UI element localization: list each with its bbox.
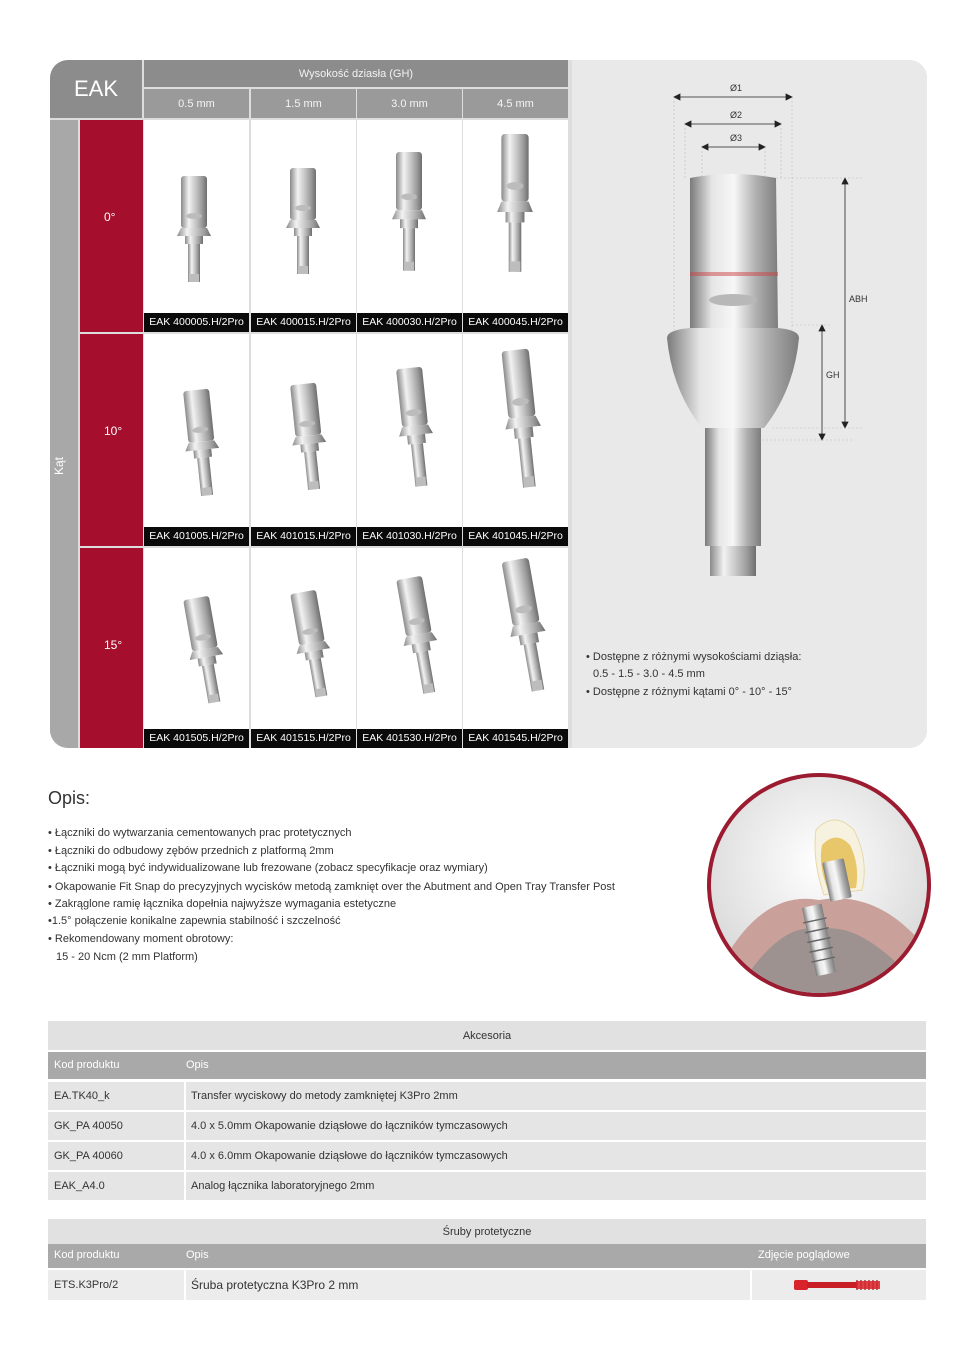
product-cell[interactable]	[251, 120, 356, 332]
product-cell[interactable]	[144, 548, 249, 748]
column-header-0: 0.5 mm	[144, 89, 249, 118]
product-code-cell: ETS.K3Pro/2	[54, 1279, 119, 1291]
description-bullet: 15 - 20 Ncm (2 mm Platform)	[56, 951, 198, 963]
availability-line-1: • Dostępne z różnymi wysokościami dziąsła:	[586, 651, 802, 663]
product-code: EAK 401505.H/2Pro	[144, 729, 249, 748]
accessories-header-row	[48, 1052, 926, 1079]
product-code: EAK 401030.H/2Pro	[357, 527, 462, 546]
abutment-image	[463, 120, 568, 313]
angle-label-2: 15°	[104, 638, 123, 652]
product-cell[interactable]	[144, 120, 249, 332]
column-header-photo: Zdjęcie poglądowe	[758, 1249, 850, 1261]
description-bullet: •1.5° połączenie konikalne zapewnia stabilność i szczelność	[48, 915, 341, 927]
abutment-image	[144, 334, 249, 527]
abutment-image	[463, 548, 568, 729]
description-title: Opis:	[48, 788, 91, 808]
product-matrix-panel	[50, 60, 927, 748]
angle-cell-1	[80, 334, 143, 546]
abutment-image	[357, 120, 462, 313]
description-bullet: • Łączniki do odbudowy zębów przednich z platformą 2mm	[48, 845, 334, 857]
description-bullet: • Łączniki mogą być indywidualizowane lub frezowane (zobacz specyfikacje oraz wymiary)	[48, 862, 488, 874]
product-cell[interactable]	[357, 334, 462, 546]
product-code: EAK 400005.H/2Pro	[144, 313, 249, 332]
column-header-description: Opis	[186, 1059, 209, 1071]
product-code-cell: EA.TK40_k	[54, 1090, 110, 1102]
product-code: EAK 401530.H/2Pro	[357, 729, 462, 748]
gingival-height-header: Wysokość dziasła (GH)	[144, 60, 568, 87]
angle-cell-2	[80, 548, 143, 748]
diameter-1-label: Ø1	[730, 83, 743, 93]
product-code: EAK 401545.H/2Pro	[463, 729, 568, 748]
product-code-cell: GK_PA 40060	[54, 1150, 123, 1162]
product-cell[interactable]	[357, 120, 462, 332]
product-cell[interactable]	[251, 334, 356, 546]
accessories-table	[48, 1021, 926, 1202]
description-cell: Śruba protetyczna K3Pro 2 mm	[191, 1278, 359, 1292]
description-bullet: • Łączniki do wytwarzania cementowanych prac protetycznych	[48, 827, 352, 839]
product-cell[interactable]	[463, 548, 568, 748]
abutment-image	[251, 548, 356, 729]
abutment-image	[251, 120, 356, 313]
table-row[interactable]	[48, 1082, 926, 1110]
product-code-cell: GK_PA 40050	[54, 1120, 123, 1132]
product-cell[interactable]	[463, 334, 568, 546]
product-cell[interactable]	[251, 548, 356, 748]
diameter-2-label: Ø2	[730, 110, 743, 120]
angle-axis-strip	[50, 120, 78, 748]
column-header-code: Kod produktu	[54, 1249, 120, 1261]
dimension-drawing	[572, 60, 927, 580]
column-header-3: 4.5 mm	[463, 89, 568, 118]
screws-header-row	[48, 1244, 926, 1268]
column-header-1: 1.5 mm	[251, 89, 356, 118]
product-code: EAK 401005.H/2Pro	[144, 527, 249, 546]
abutment-image	[463, 334, 568, 527]
description-bullet: • Okapowanie Fit Snap do precyzyjnych wycisków metodą zamknięt over the Abutment and Open Tray Transfer Post	[48, 881, 615, 893]
abutment-image	[357, 334, 462, 527]
product-cell[interactable]	[357, 548, 462, 748]
product-code: EAK 401045.H/2Pro	[463, 527, 568, 546]
table-row[interactable]	[48, 1112, 926, 1140]
table-row[interactable]	[48, 1172, 926, 1200]
diameter-3-label: Ø3	[730, 133, 743, 143]
product-code: EAK 401515.H/2Pro	[251, 729, 356, 748]
product-code-cell: EAK_A4.0	[54, 1180, 105, 1192]
description-bullet: • Rekomendowany moment obrotowy:	[48, 933, 234, 945]
abh-label: ABH	[849, 294, 868, 304]
angle-label-0: 0°	[104, 210, 116, 224]
screw-image	[794, 1277, 884, 1293]
description-cell: 4.0 x 5.0mm Okapowanie dziąsłowe do łączników tymczasowych	[191, 1120, 508, 1132]
description-cell: Analog łącznika laboratoryjnego 2mm	[191, 1180, 375, 1192]
angle-cell-0	[80, 120, 143, 332]
column-header-2: 3.0 mm	[357, 89, 462, 118]
implant-illustration	[704, 770, 934, 1000]
abutment-image	[144, 120, 249, 313]
angle-axis-label: Kąt	[52, 456, 66, 475]
accessories-title: Akcesoria	[48, 1021, 926, 1050]
table-row[interactable]	[48, 1142, 926, 1170]
product-code: EAK 400030.H/2Pro	[357, 313, 462, 332]
gh-label: GH	[826, 370, 840, 380]
description-cell: Transfer wyciskowy do metody zamkniętej K3Pro 2mm	[191, 1090, 458, 1102]
description-cell: 4.0 x 6.0mm Okapowanie dziąsłowe do łączników tymczasowych	[191, 1150, 508, 1162]
screws-title: Śruby protetyczne	[48, 1219, 926, 1244]
series-label: EAK	[50, 60, 142, 118]
abutment-image	[251, 334, 356, 527]
product-cell[interactable]	[463, 120, 568, 332]
column-header-description: Opis	[186, 1249, 209, 1261]
abutment-image	[357, 548, 462, 729]
description-bullet: • Zakrąglone ramię łącznika dopełnia najwyższe wymagania estetyczne	[48, 898, 397, 910]
product-code: EAK 401015.H/2Pro	[251, 527, 356, 546]
product-code: EAK 400015.H/2Pro	[251, 313, 356, 332]
angle-label-1: 10°	[104, 424, 123, 438]
availability-line-3: • Dostępne z różnymi kątami 0° - 10° - 15°	[586, 686, 792, 698]
technical-drawing-area	[572, 60, 927, 748]
product-code: EAK 400045.H/2Pro	[463, 313, 568, 332]
availability-line-2: 0.5 - 1.5 - 3.0 - 4.5 mm	[593, 668, 705, 680]
screws-table	[48, 1219, 926, 1301]
product-cell[interactable]	[144, 334, 249, 546]
abutment-image	[144, 548, 249, 729]
column-header-code: Kod produktu	[54, 1059, 120, 1071]
table-row[interactable]	[48, 1270, 926, 1300]
